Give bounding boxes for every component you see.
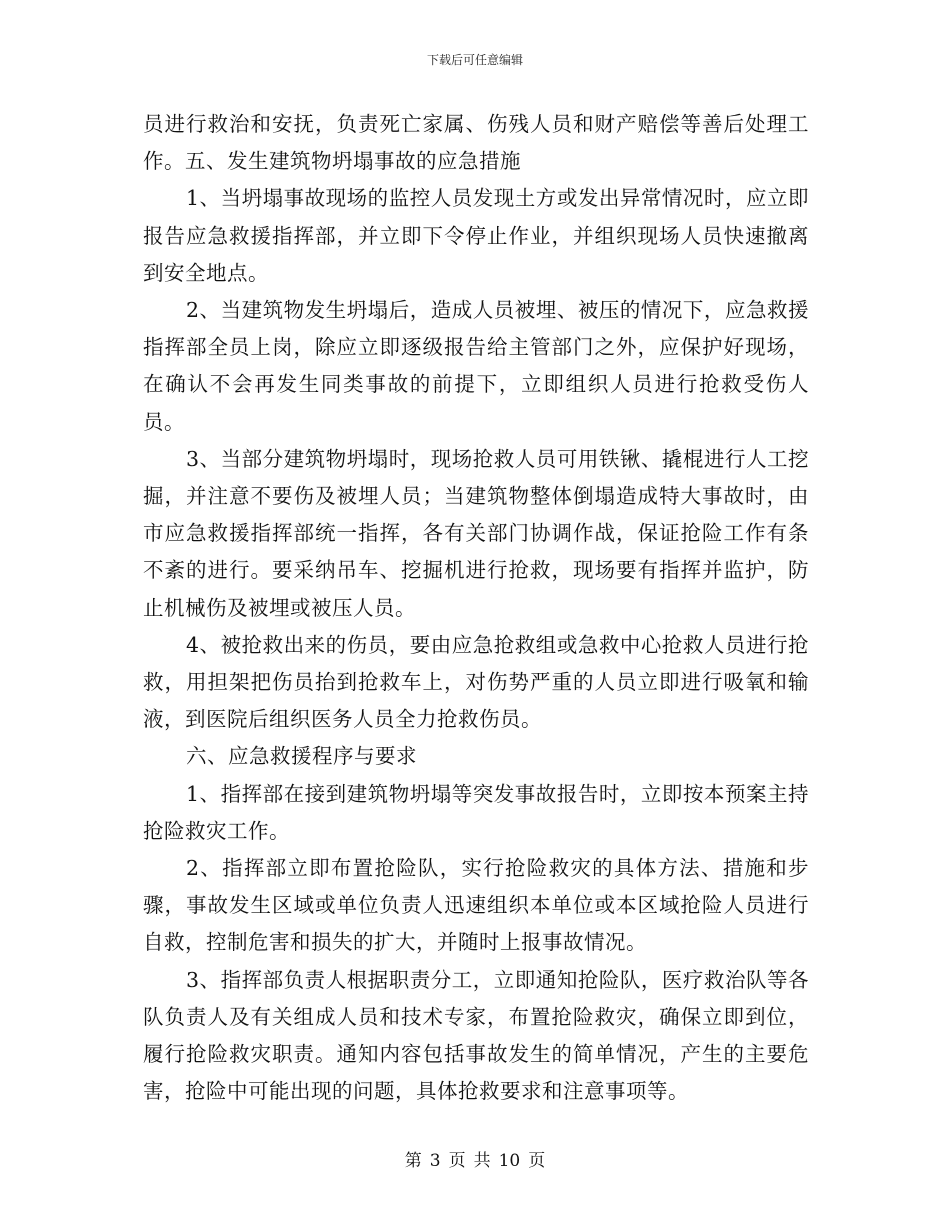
footer-page-word: 页: [448, 1151, 466, 1171]
footer-prefix: 第: [404, 1151, 422, 1171]
page-footer: [0, 1150, 950, 1172]
paragraph: 2、指挥部立即布置抢险队，实行抢险救灾的具体方法、措施和步骤，事故发生区域或单位负责人迅速组织本单位或本区域抢险人员进行自救，控制危害和损失的扩大，并随时上报事故情况。: [143, 856, 809, 955]
paragraph: 1、当坍塌事故现场的监控人员发现土方或发出异常情况时，应立即报告应急救援指挥部，并立即下令停止作业，并组织现场人员快速撤离到安全地点。: [143, 186, 809, 285]
paragraph: 3、指挥部负责人根据职责分工，立即通知抢险队，医疗救治队等各队负责人及有关组成人员和技术专家，布置抢险救灾，确保立即到位，履行抢险救灾职责。通知内容包括事故发生的简单情况，产生的主要危害，抢险中可能出现的问题，具体抢救要求和注意事项等。: [143, 967, 809, 1104]
total-page-number: 10: [498, 1151, 521, 1171]
footer-suffix: 页: [528, 1151, 546, 1171]
section-heading: 六、应急救援程序与要求: [186, 744, 417, 769]
current-page-number: 3: [429, 1151, 441, 1171]
footer-total-word: 共: [473, 1151, 491, 1171]
paragraph: 1、指挥部在接到建筑物坍塌等突发事故报告时，立即按本预案主持抢险救灾工作。: [143, 781, 809, 843]
paragraph: 3、当部分建筑物坍塌时，现场抢救人员可用铁锹、撬棍进行人工挖掘，并注意不要伤及被埋人员；当建筑物整体倒塌造成特大事故时，由市应急救援指挥部统一指挥，各有关部门协调作战，保证抢险工作有条不紊的进行。要采纳吊车、挖掘机进行抢救，现场要有指挥并监护，防止机械伤及被埋或被压人员。: [143, 446, 809, 620]
paragraph: 2、当建筑物发生坍塌后，造成人员被埋、被压的情况下，应急救援指挥部全员上岗，除应立即逐级报告给主管部门之外，应保护好现场，在确认不会再发生同类事故的前提下，立即组织人员进行抢救受伤人员。: [143, 298, 809, 434]
paragraph: 员进行救治和安抚，负责死亡家属、伤残人员和财产赔偿等善后处理工作。五、发生建筑物坍塌事故的应急措施: [143, 112, 809, 174]
page-header: 下载后可任意编辑: [426, 53, 523, 67]
paragraph: 4、被抢救出来的伤员，要由应急抢救组或急救中心抢救人员进行抢救，用担架把伤员抬到抢救车上，对伤势严重的人员立即进行吸氧和输液，到医院后组织医务人员全力抢救伤员。: [143, 632, 809, 732]
document-body: [143, 106, 809, 1110]
